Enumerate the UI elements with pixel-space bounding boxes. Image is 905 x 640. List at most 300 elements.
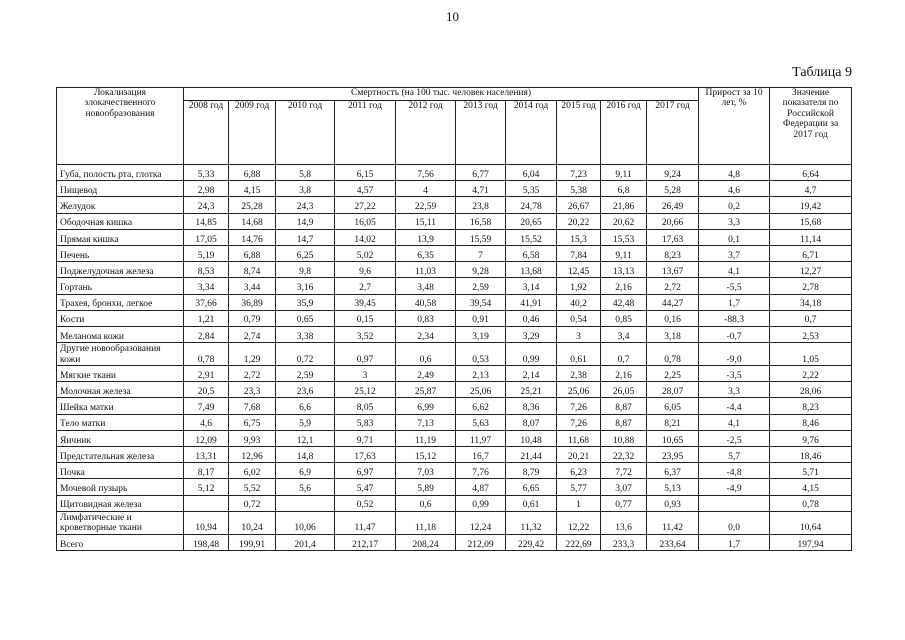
mortality-cell: 7,68 [229, 398, 276, 414]
mortality-cell: 9,24 [647, 165, 699, 181]
mortality-cell: 7 [456, 245, 506, 261]
mortality-cell: 8,05 [335, 398, 396, 414]
mortality-cell: 5,13 [647, 479, 699, 495]
row-location-name: Губа, полость рта, глотка [57, 165, 184, 181]
growth-cell: 4,1 [699, 414, 770, 430]
mortality-cell: 8,79 [506, 463, 557, 479]
mortality-cell: 14,85 [184, 213, 229, 229]
mortality-cell: 208,24 [396, 534, 456, 550]
table-label: Таблица 9 [792, 65, 852, 80]
mortality-cell: 5,12 [184, 479, 229, 495]
growth-cell: -88,3 [699, 310, 770, 326]
mortality-cell: 6,75 [229, 414, 276, 430]
mortality-cell: 6,05 [647, 398, 699, 414]
growth-cell: 4,1 [699, 262, 770, 278]
mortality-cell: 8,17 [184, 463, 229, 479]
mortality-cell: 11,32 [506, 511, 557, 534]
mortality-cell: 4,6 [184, 414, 229, 430]
mortality-cell: 3 [557, 326, 601, 342]
rf-value-cell: 2,22 [770, 366, 852, 382]
mortality-cell: 9,6 [335, 262, 396, 278]
mortality-cell: 6,8 [601, 181, 647, 197]
mortality-cell: 0,78 [184, 343, 229, 366]
mortality-cell: 3,14 [506, 278, 557, 294]
mortality-cell: 0,78 [647, 343, 699, 366]
mortality-cell: 10,88 [601, 430, 647, 446]
mortality-cell: 6,02 [229, 463, 276, 479]
mortality-cell: 4,71 [456, 181, 506, 197]
mortality-cell: 20,66 [647, 213, 699, 229]
mortality-cell: 2,59 [456, 278, 506, 294]
mortality-cell: 10,48 [506, 430, 557, 446]
mortality-cell: 14,9 [276, 213, 335, 229]
mortality-cell: 3,48 [396, 278, 456, 294]
mortality-cell: 7,56 [396, 165, 456, 181]
mortality-cell: 2,38 [557, 366, 601, 382]
mortality-cell: 5,47 [335, 479, 396, 495]
mortality-cell: 233,3 [601, 534, 647, 550]
growth-cell: 3,3 [699, 213, 770, 229]
table-row [57, 447, 852, 463]
mortality-cell: 0,99 [506, 343, 557, 366]
mortality-cell: 1,92 [557, 278, 601, 294]
mortality-cell: 5,8 [276, 165, 335, 181]
mortality-cell: 0,6 [396, 495, 456, 511]
table-row [57, 463, 852, 479]
rf-value-cell: 15,68 [770, 213, 852, 229]
mortality-cell: 6,99 [396, 398, 456, 414]
growth-cell: -4,4 [699, 398, 770, 414]
table-row [57, 398, 852, 414]
row-location-name: Предстательная железа [57, 447, 184, 463]
mortality-cell: 0,16 [647, 310, 699, 326]
mortality-cell: 12,1 [276, 430, 335, 446]
mortality-cell: 2,91 [184, 366, 229, 382]
mortality-cell: 0,46 [506, 310, 557, 326]
growth-cell: 1,7 [699, 294, 770, 310]
mortality-cell: 24,78 [506, 197, 557, 213]
mortality-cell: 5,38 [557, 181, 601, 197]
header-year: 2016 год [601, 101, 647, 165]
mortality-cell: 6,25 [276, 245, 335, 261]
mortality-cell: 16,05 [335, 213, 396, 229]
mortality-cell: 7,13 [396, 414, 456, 430]
mortality-cell: 5,33 [184, 165, 229, 181]
mortality-cell: 0,61 [557, 343, 601, 366]
mortality-cell: 2,72 [647, 278, 699, 294]
mortality-cell: 26,49 [647, 197, 699, 213]
rf-value-cell: 197,94 [770, 534, 852, 550]
table-row [57, 511, 852, 534]
growth-cell: 4,8 [699, 165, 770, 181]
row-location-name: Мочевой пузырь [57, 479, 184, 495]
mortality-cell: 0,7 [601, 343, 647, 366]
mortality-cell: 5,19 [184, 245, 229, 261]
mortality-cell: 4,15 [229, 181, 276, 197]
mortality-cell: 20,5 [184, 382, 229, 398]
mortality-cell: 11,47 [335, 511, 396, 534]
mortality-cell: 39,45 [335, 294, 396, 310]
mortality-cell: 14,68 [229, 213, 276, 229]
mortality-cell: 0,6 [396, 343, 456, 366]
rf-value-cell: 4,15 [770, 479, 852, 495]
mortality-cell: 15,12 [396, 447, 456, 463]
mortality-cell: 6,35 [396, 245, 456, 261]
mortality-cell: 37,66 [184, 294, 229, 310]
mortality-cell: 9,28 [456, 262, 506, 278]
mortality-cell: 1,21 [184, 310, 229, 326]
mortality-cell: 17,63 [335, 447, 396, 463]
mortality-cell: 9,11 [601, 165, 647, 181]
mortality-cell: 13,31 [184, 447, 229, 463]
table-row [57, 262, 852, 278]
mortality-cell: 6,88 [229, 245, 276, 261]
mortality-cell: 3,16 [276, 278, 335, 294]
mortality-cell: 5,28 [647, 181, 699, 197]
row-location-name: Лимфатические и кроветворные ткани [57, 511, 184, 534]
growth-cell: -3,5 [699, 366, 770, 382]
header-year: 2011 год [335, 101, 396, 165]
mortality-cell: 2,59 [276, 366, 335, 382]
mortality-cell: 35,9 [276, 294, 335, 310]
mortality-cell: 7,49 [184, 398, 229, 414]
mortality-cell: 0,91 [456, 310, 506, 326]
mortality-cell: 233,64 [647, 534, 699, 550]
table-row [57, 366, 852, 382]
mortality-cell: 0,54 [557, 310, 601, 326]
mortality-cell: 1 [557, 495, 601, 511]
mortality-cell: 6,9 [276, 463, 335, 479]
header-year: 2013 год [456, 101, 506, 165]
mortality-cell: 6,65 [506, 479, 557, 495]
mortality-cell: 20,22 [557, 213, 601, 229]
mortality-cell: 12,96 [229, 447, 276, 463]
growth-cell: 0,2 [699, 197, 770, 213]
mortality-cell: 15,11 [396, 213, 456, 229]
mortality-cell [276, 495, 335, 511]
mortality-cell: 212,09 [456, 534, 506, 550]
rf-value-cell: 12,27 [770, 262, 852, 278]
rf-value-cell: 6,71 [770, 245, 852, 261]
table-row [57, 414, 852, 430]
mortality-cell: 11,97 [456, 430, 506, 446]
row-location-name: Мягкие ткани [57, 366, 184, 382]
mortality-cell: 16,58 [456, 213, 506, 229]
header-location: Локализация злокачественного новообразования [57, 88, 184, 165]
growth-cell: -9,0 [699, 343, 770, 366]
mortality-cell: 201,4 [276, 534, 335, 550]
mortality-cell: 2,16 [601, 278, 647, 294]
mortality-cell: 25,06 [557, 382, 601, 398]
mortality-cell: 39,54 [456, 294, 506, 310]
table-row [57, 382, 852, 398]
mortality-cell: 199,91 [229, 534, 276, 550]
mortality-cell: 44,27 [647, 294, 699, 310]
mortality-cell: 24,3 [184, 197, 229, 213]
mortality-cell: 5,63 [456, 414, 506, 430]
mortality-cell: 0,83 [396, 310, 456, 326]
mortality-cell: 20,65 [506, 213, 557, 229]
mortality-cell: 23,6 [276, 382, 335, 398]
mortality-cell: 16,7 [456, 447, 506, 463]
mortality-cell: 15,3 [557, 229, 601, 245]
table-body [57, 165, 852, 551]
mortality-cell: 28,07 [647, 382, 699, 398]
mortality-cell: 11,03 [396, 262, 456, 278]
table-row [57, 294, 852, 310]
table-row [57, 495, 852, 511]
mortality-cell: 13,13 [601, 262, 647, 278]
mortality-cell: 24,3 [276, 197, 335, 213]
mortality-cell: 222,69 [557, 534, 601, 550]
mortality-cell: 5,89 [396, 479, 456, 495]
page-number: 10 [446, 9, 459, 24]
mortality-cell: 3,19 [456, 326, 506, 342]
mortality-cell: 41,91 [506, 294, 557, 310]
mortality-cell: 5,83 [335, 414, 396, 430]
mortality-cell: 23,95 [647, 447, 699, 463]
mortality-cell: 8,23 [647, 245, 699, 261]
mortality-cell: 27,22 [335, 197, 396, 213]
mortality-cell: 7,23 [557, 165, 601, 181]
mortality-cell: 2,98 [184, 181, 229, 197]
mortality-cell: 2,13 [456, 366, 506, 382]
header-year: 2014 год [506, 101, 557, 165]
mortality-cell: 229,42 [506, 534, 557, 550]
mortality-cell: 12,22 [557, 511, 601, 534]
mortality-cell: 6,6 [276, 398, 335, 414]
table-row [57, 534, 852, 550]
growth-cell: 3,7 [699, 245, 770, 261]
mortality-cell: 23,3 [229, 382, 276, 398]
mortality-cell: 42,48 [601, 294, 647, 310]
mortality-cell: 36,89 [229, 294, 276, 310]
mortality-cell: 15,59 [456, 229, 506, 245]
mortality-cell: 14,7 [276, 229, 335, 245]
growth-cell: -5,5 [699, 278, 770, 294]
row-location-name: Печень [57, 245, 184, 261]
mortality-cell: 13,6 [601, 511, 647, 534]
mortality-table [56, 87, 852, 551]
mortality-cell: 20,62 [601, 213, 647, 229]
mortality-cell: 2,84 [184, 326, 229, 342]
row-location-name: Тело матки [57, 414, 184, 430]
mortality-cell: 2,74 [229, 326, 276, 342]
mortality-cell: 15,53 [601, 229, 647, 245]
mortality-cell: 11,19 [396, 430, 456, 446]
row-location-name: Трахея, бронхи, легкое [57, 294, 184, 310]
mortality-cell: 0,97 [335, 343, 396, 366]
table-row [57, 245, 852, 261]
growth-cell: -4,9 [699, 479, 770, 495]
growth-cell: 0,0 [699, 511, 770, 534]
mortality-cell: 22,59 [396, 197, 456, 213]
mortality-cell: 5,02 [335, 245, 396, 261]
mortality-cell: 9,11 [601, 245, 647, 261]
growth-cell [699, 495, 770, 511]
mortality-cell: 2,49 [396, 366, 456, 382]
rf-value-cell: 18,46 [770, 447, 852, 463]
table-row [57, 165, 852, 181]
mortality-cell: 6,04 [506, 165, 557, 181]
mortality-cell: 15,52 [506, 229, 557, 245]
mortality-cell: 20,21 [557, 447, 601, 463]
rf-value-cell: 8,23 [770, 398, 852, 414]
mortality-cell: 3,29 [506, 326, 557, 342]
mortality-cell: 13,68 [506, 262, 557, 278]
rf-value-cell: 11,14 [770, 229, 852, 245]
mortality-cell: 2,25 [647, 366, 699, 382]
mortality-cell: 0,53 [456, 343, 506, 366]
row-location-name: Щитовидная железа [57, 495, 184, 511]
growth-cell: 1,7 [699, 534, 770, 550]
rf-value-cell: 2,78 [770, 278, 852, 294]
mortality-cell: 0,79 [229, 310, 276, 326]
header-year: 2015 год [557, 101, 601, 165]
row-location-name: Почка [57, 463, 184, 479]
mortality-cell: 6,23 [557, 463, 601, 479]
mortality-cell: 3,4 [601, 326, 647, 342]
mortality-cell: 3,44 [229, 278, 276, 294]
growth-cell: -0,7 [699, 326, 770, 342]
mortality-cell: 7,26 [557, 414, 601, 430]
mortality-cell: 23,8 [456, 197, 506, 213]
table-row [57, 181, 852, 197]
rf-value-cell: 2,53 [770, 326, 852, 342]
mortality-cell: 3,18 [647, 326, 699, 342]
mortality-cell: 40,2 [557, 294, 601, 310]
mortality-cell: 0,72 [276, 343, 335, 366]
mortality-cell: 0,72 [229, 495, 276, 511]
mortality-cell: 21,86 [601, 197, 647, 213]
growth-cell: 0,1 [699, 229, 770, 245]
mortality-cell: 25,12 [335, 382, 396, 398]
mortality-cell: 2,7 [335, 278, 396, 294]
growth-cell: -4,8 [699, 463, 770, 479]
mortality-cell: 8,07 [506, 414, 557, 430]
row-location-name: Пищевод [57, 181, 184, 197]
mortality-cell: 8,53 [184, 262, 229, 278]
mortality-cell: 10,65 [647, 430, 699, 446]
mortality-cell: 22,32 [601, 447, 647, 463]
mortality-cell: 6,77 [456, 165, 506, 181]
mortality-cell: 11,42 [647, 511, 699, 534]
growth-cell: 3,3 [699, 382, 770, 398]
rf-value-cell: 1,05 [770, 343, 852, 366]
mortality-cell: 9,8 [276, 262, 335, 278]
row-location-name: Молочная железа [57, 382, 184, 398]
mortality-cell: 5,6 [276, 479, 335, 495]
mortality-cell: 0,15 [335, 310, 396, 326]
mortality-cell [184, 495, 229, 511]
mortality-cell: 0,77 [601, 495, 647, 511]
mortality-cell: 13,67 [647, 262, 699, 278]
mortality-cell: 6,62 [456, 398, 506, 414]
mortality-cell: 5,52 [229, 479, 276, 495]
mortality-cell: 14,8 [276, 447, 335, 463]
mortality-cell: 7,26 [557, 398, 601, 414]
mortality-cell: 9,71 [335, 430, 396, 446]
mortality-cell: 0,65 [276, 310, 335, 326]
table-row [57, 278, 852, 294]
mortality-cell: 3,38 [276, 326, 335, 342]
rf-value-cell: 8,46 [770, 414, 852, 430]
header-year: 2012 год [396, 101, 456, 165]
mortality-cell: 3,52 [335, 326, 396, 342]
mortality-cell: 2,16 [601, 366, 647, 382]
mortality-cell: 0,85 [601, 310, 647, 326]
row-location-name: Яичник [57, 430, 184, 446]
mortality-cell: 0,93 [647, 495, 699, 511]
mortality-cell: 4 [396, 181, 456, 197]
mortality-cell: 11,18 [396, 511, 456, 534]
table-row [57, 343, 852, 366]
mortality-cell: 4,57 [335, 181, 396, 197]
mortality-cell: 13,9 [396, 229, 456, 245]
mortality-cell: 12,09 [184, 430, 229, 446]
table-row [57, 479, 852, 495]
rf-value-cell: 9,76 [770, 430, 852, 446]
rf-value-cell: 19,42 [770, 197, 852, 213]
mortality-cell: 4,87 [456, 479, 506, 495]
mortality-cell: 2,72 [229, 366, 276, 382]
mortality-cell: 0,99 [456, 495, 506, 511]
row-location-name: Другие новообразования кожи [57, 343, 184, 366]
mortality-cell: 0,52 [335, 495, 396, 511]
mortality-cell: 40,58 [396, 294, 456, 310]
table-row [57, 430, 852, 446]
mortality-cell: 5,9 [276, 414, 335, 430]
mortality-cell: 6,88 [229, 165, 276, 181]
mortality-cell: 212,17 [335, 534, 396, 550]
mortality-cell: 14,76 [229, 229, 276, 245]
mortality-cell: 3,34 [184, 278, 229, 294]
header-year: 2009 год [229, 101, 276, 165]
mortality-cell: 10,06 [276, 511, 335, 534]
header-year: 2017 год [647, 101, 699, 165]
rf-value-cell: 5,71 [770, 463, 852, 479]
mortality-cell: 12,24 [456, 511, 506, 534]
mortality-cell: 26,05 [601, 382, 647, 398]
rf-value-cell: 10,64 [770, 511, 852, 534]
mortality-cell: 7,72 [601, 463, 647, 479]
mortality-cell: 6,58 [506, 245, 557, 261]
mortality-cell: 25,87 [396, 382, 456, 398]
mortality-cell: 25,06 [456, 382, 506, 398]
mortality-cell: 25,21 [506, 382, 557, 398]
mortality-cell: 7,03 [396, 463, 456, 479]
mortality-cell: 6,97 [335, 463, 396, 479]
header-year: 2010 год [276, 101, 335, 165]
mortality-cell: 8,21 [647, 414, 699, 430]
mortality-cell: 6,15 [335, 165, 396, 181]
header-mortality: Смертность (на 100 тыс. человек населения) [184, 88, 699, 101]
row-location-name: Всего [57, 534, 184, 550]
mortality-cell: 3,07 [601, 479, 647, 495]
mortality-cell: 10,24 [229, 511, 276, 534]
mortality-cell: 7,76 [456, 463, 506, 479]
header-growth: Прирост за 10 лет, % [699, 88, 770, 165]
mortality-cell: 21,44 [506, 447, 557, 463]
rf-value-cell: 28,06 [770, 382, 852, 398]
mortality-cell: 5,77 [557, 479, 601, 495]
mortality-cell: 8,87 [601, 414, 647, 430]
table-row [57, 229, 852, 245]
mortality-cell: 8,87 [601, 398, 647, 414]
header-rf-value: Значение показателя по Российской Федерации за 2017 год [770, 88, 852, 165]
mortality-cell: 2,14 [506, 366, 557, 382]
mortality-cell: 7,84 [557, 245, 601, 261]
